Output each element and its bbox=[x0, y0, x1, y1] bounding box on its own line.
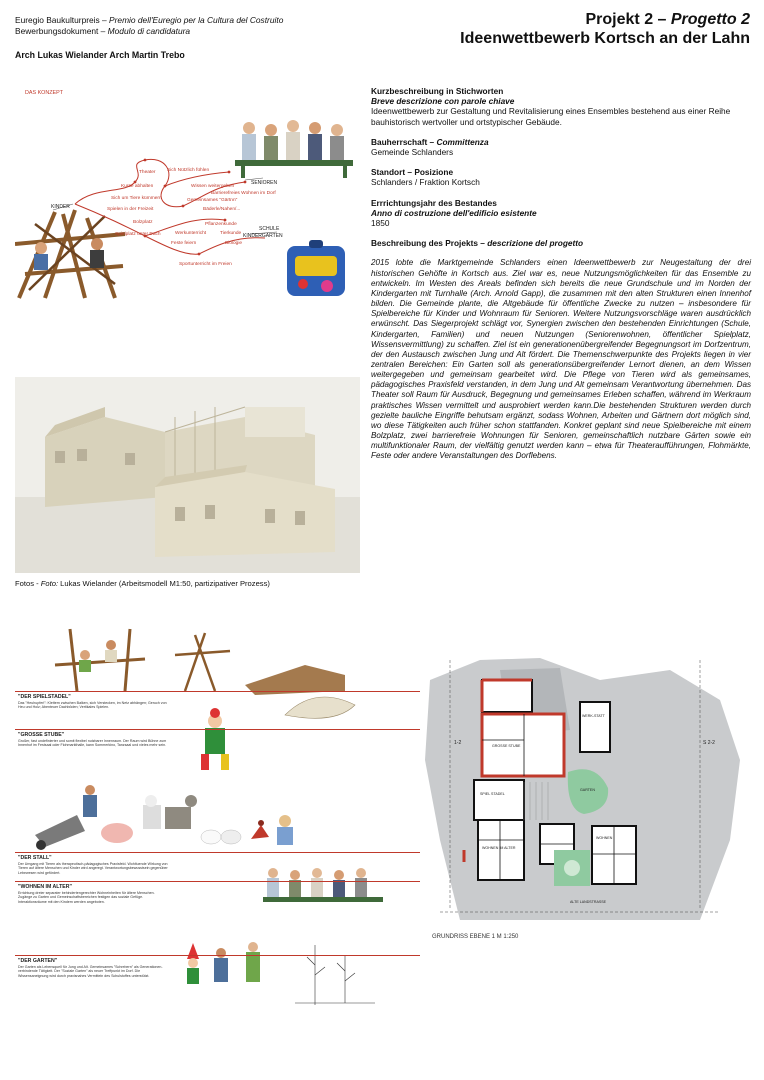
concept-diagram bbox=[15, 86, 355, 300]
bauherr-heading bbox=[371, 137, 751, 147]
plan-label: 1-2 bbox=[454, 740, 462, 746]
section-title: "GROSSE STUBE" bbox=[18, 732, 65, 738]
project-number-it: Progetto 2 bbox=[670, 11, 750, 28]
themes-panel bbox=[15, 625, 420, 1025]
concept-item: Spielen in der Freizeit bbox=[107, 207, 154, 212]
section-divider bbox=[15, 955, 420, 956]
plan-label: WOHNEN IM ALTER bbox=[482, 846, 516, 850]
concept-item: Theater bbox=[139, 170, 156, 175]
group-kindergarten: KINDERGARTEN bbox=[243, 233, 283, 239]
project-number: Projekt 2 – bbox=[585, 11, 671, 28]
plan-label: GARTEN bbox=[580, 788, 595, 792]
plan-label: GROSSE STUBE bbox=[492, 744, 521, 748]
header-doc: Bewerbungsdokument – bbox=[15, 26, 108, 36]
standort-heading: Standort – Posizione bbox=[371, 167, 454, 178]
concept-item: Biologie bbox=[225, 241, 243, 246]
header-line-1 bbox=[15, 15, 283, 26]
concept-title: DAS KONZEPT bbox=[25, 90, 64, 96]
section-text: Der Umgang mit Tieren als therapeutisch-pädagogisches Praxisfeld. Wohltuende Wirkung von Tieren auf ältere Menschen und Kinder wird angeregt. Verantwortungsbewusstsein gegenüber Lebewesen wird gefördert. bbox=[18, 862, 168, 875]
section-divider bbox=[15, 729, 420, 730]
model-photo-image bbox=[15, 377, 360, 573]
section-title: "DER SPIELSTADEL" bbox=[18, 694, 71, 700]
group-senioren: SENIOREN bbox=[251, 180, 278, 186]
header-org-it: Premio dell'Euregio per la Cultura del Costruito bbox=[109, 15, 284, 25]
plan-label: ALTE LANDSTRASSE bbox=[570, 900, 607, 904]
beschr-text: 2015 lobte die Marktgemeinde Schlanders einen Ideenwettbewerb zur Neugestaltung der drei historischen Gehöfte in Kortsch aus. Ziel war es, neue Nutzungsmöglichkeiten für das Ensemble zu entwickeln. Im Westen des Areals befinden sich bereits die neue Grundschule und im Norden der Kindergarten mit Turnhalle (Arch. Arnold Gapp), die zusammen mit den alten Strukturen einen Innenhof bilden. Die Gemeinde plante, die Altgebäude für öffentliche Zwecke zu nutzen – insbesondere für Spielbereiche für Kinder und Wohnraum für Senioren. Weitere Nutzungsvorschläge waren ausdrücklich erwünscht. Das Siegerprojekt schlägt vor, Synergien zwischen den bestehenden Einrichtungen (Schule, Kindergarten, Familien) und neuen Nutzungen (Seniorenwohnen, öffentlicher Spielplatz, Wissensvermittlung) zu schaffen. Ziel ist ein generationenübergreifender Begegnungsort im Dorfzentrum, der den Austausch zwischen Jung und Alt fördert. Die Themenschwerpunkte des Projekts liegen in vier zentralen Bereichen: Ein Garten soll als generationsübergreifender Lernort dienen, an dem Wissen weitergegeben und gemeinsam gearbeitet wird. Die Pflege von Tieren wird als gemeinsames, pädagogisches Praxisfeld verstanden, in dem Jung und Alt gemeinsam Verantwortung übernehmen. Das Theater soll Raum für Ausdruck, Begegnung und gemeinsames Erleben schaffen, während im Werkraum praktisches Wissen vermittelt und ausprobiert werden kann.Die bestehenden Strukturen werden durch gezielte bauliche Eingriffe behutsam ergänzt, sodass Wohnen, Arbeiten und Gärtnern dort möglich sind, wo diese Tätigkeiten auch früher schon stattfanden. Konkret geplant sind neue Spielbereiche mit einem Bolzplatz, zwei barrierefreie Wohnungen für Senioren, gemeinschaftlich nutzbare Gärten sowie ein multifunktionaler Raum, der vielfältig genutzt werden kann – etwa für Theateraufführungen, Flohmärkte, Feste oder andere Veranstaltungen des Dorflebens. bbox=[371, 258, 751, 461]
project-name: Ideenwettbewerb Kortsch an der Lahn bbox=[460, 30, 750, 47]
plan-label: WERK-STATT bbox=[582, 714, 605, 718]
concept-item: Werkunterricht bbox=[175, 231, 207, 236]
caption-prefix: Fotos - bbox=[15, 579, 41, 588]
beschr-heading bbox=[371, 238, 751, 248]
plan-label: WOHNEN bbox=[596, 836, 613, 840]
plan-caption: GRUNDRISS EBENE 1 M 1:250 bbox=[432, 934, 519, 940]
section-text: Der Garten als Lebensquell für Jung und Alt. Gemeinsames "Schrebern" als Generationen-verbindende Tätigkeit. Der "Soziale Garten" als neuer Treffpunkt im Dorf. Die Wissensaneignung wird durch praxisnahes Vermitteln des Schulstoffes unterstützt. bbox=[18, 965, 163, 978]
concept-item: Sportunterricht im Freien bbox=[179, 262, 232, 267]
concept-item: Feste feiern bbox=[171, 241, 197, 246]
project-title bbox=[460, 10, 750, 49]
concept-item: Wissen weitergeben bbox=[191, 184, 235, 189]
beschr-heading-it: descrizione del progetto bbox=[487, 238, 584, 249]
kurz-heading-it: Breve descrizione con parole chiave bbox=[371, 96, 515, 107]
concept-item: Barrierefreies Wohnen im Dorf bbox=[211, 191, 276, 196]
concept-item: Tierkunde bbox=[220, 231, 242, 236]
concept-item: Pflanzenkunde bbox=[205, 222, 237, 227]
section-text: Errichtung dreier separater behindertengerechter Wohneinheiten für ältere Menschen. Zugänge zu Garten und Gemeinschaftsbereichen festigen das soziale Gefüge. Interaktionsräume mit den Kindern werden angeboten. bbox=[18, 891, 155, 904]
header-doc-it: Modulo di candidatura bbox=[107, 26, 191, 36]
model-photo bbox=[15, 377, 360, 573]
concept-item: Kurse abhalten bbox=[121, 184, 154, 189]
jahr-text: 1850 bbox=[371, 218, 390, 229]
group-schule: SCHULE bbox=[259, 226, 280, 232]
section-text: Das "Heuhupferl": Klettern zwischen Balken, sich Verstecken, im Netz abhängen; Geruch von Heu und Holz; Abenteuer Dachböden; Vertikales Spielen. bbox=[18, 701, 167, 710]
section-divider bbox=[15, 881, 420, 882]
jahr-heading: Errrichtungsjahr des Bestandes bbox=[371, 197, 497, 208]
caption-italic: Foto: bbox=[40, 579, 59, 588]
concept-item: Gemeinsames "Gärtnn" bbox=[187, 198, 238, 203]
section-divider bbox=[15, 691, 420, 692]
bauherr-heading-de: Bauherrschaft – bbox=[371, 136, 437, 147]
concept-item: Sich Nützlich fühlen bbox=[167, 168, 210, 173]
bauherr-text: Gemeinde Schlanders bbox=[371, 147, 454, 158]
header-org: Euregio Baukulturpreis – bbox=[15, 15, 110, 25]
floor-plan bbox=[420, 640, 750, 950]
concept-item: Bäderle/Nahen/... bbox=[203, 207, 241, 212]
section-title: "DER STALL" bbox=[18, 855, 52, 861]
jahr-heading-it: Anno di costruzione dell'edificio esistente bbox=[371, 207, 537, 218]
photo-caption bbox=[15, 579, 270, 588]
beschr-heading-de: Beschreibung des Projekts – bbox=[371, 238, 488, 249]
concept-item: Spielplatz unter Dach bbox=[115, 232, 161, 237]
plan-label: S 2-2 bbox=[703, 740, 715, 746]
section-title: "WOHNEN IM ALTER" bbox=[18, 884, 72, 890]
kurz-text: Ideenwettbewerb zur Gestaltung und Revitalisierung eines Ensembles bestehend aus einer Reihe bauhistorisch wertvoller und ortstypischer Gebäude. bbox=[371, 106, 731, 127]
group-kinder: KINDER bbox=[51, 204, 70, 210]
caption-credit: Lukas Wielander (Arbeitsmodell M1:50, partizipativer Prozess) bbox=[58, 579, 270, 588]
bauherr-heading-it: Committenza bbox=[436, 136, 489, 147]
standort-text: Schlanders / Fraktion Kortsch bbox=[371, 177, 480, 188]
kurz-heading: Kurzbeschreibung in Stichworten bbox=[371, 86, 504, 96]
section-text: Großer, fast undefinierter und somit flexibel nutzbarer Innenraum. Der Raum wird Bühne zum Innenhof im Festsaal oder Flohmarkthalle, kann Sommerkino, Tanzsaal und vieles mehr sein. bbox=[18, 739, 167, 748]
concept-item: Sich um Tiere kümmern bbox=[111, 196, 162, 201]
authors: Arch Lukas Wielander Arch Martin Trebo bbox=[15, 50, 185, 60]
concept-item: Bolzplatz bbox=[133, 220, 153, 225]
plan-label: SPIEL STADEL bbox=[480, 792, 505, 796]
section-divider bbox=[15, 852, 420, 853]
section-title: "DER GARTEN" bbox=[18, 958, 58, 964]
concept-connectors bbox=[15, 86, 355, 300]
header-line-2 bbox=[15, 26, 190, 37]
info-panel bbox=[371, 86, 751, 462]
